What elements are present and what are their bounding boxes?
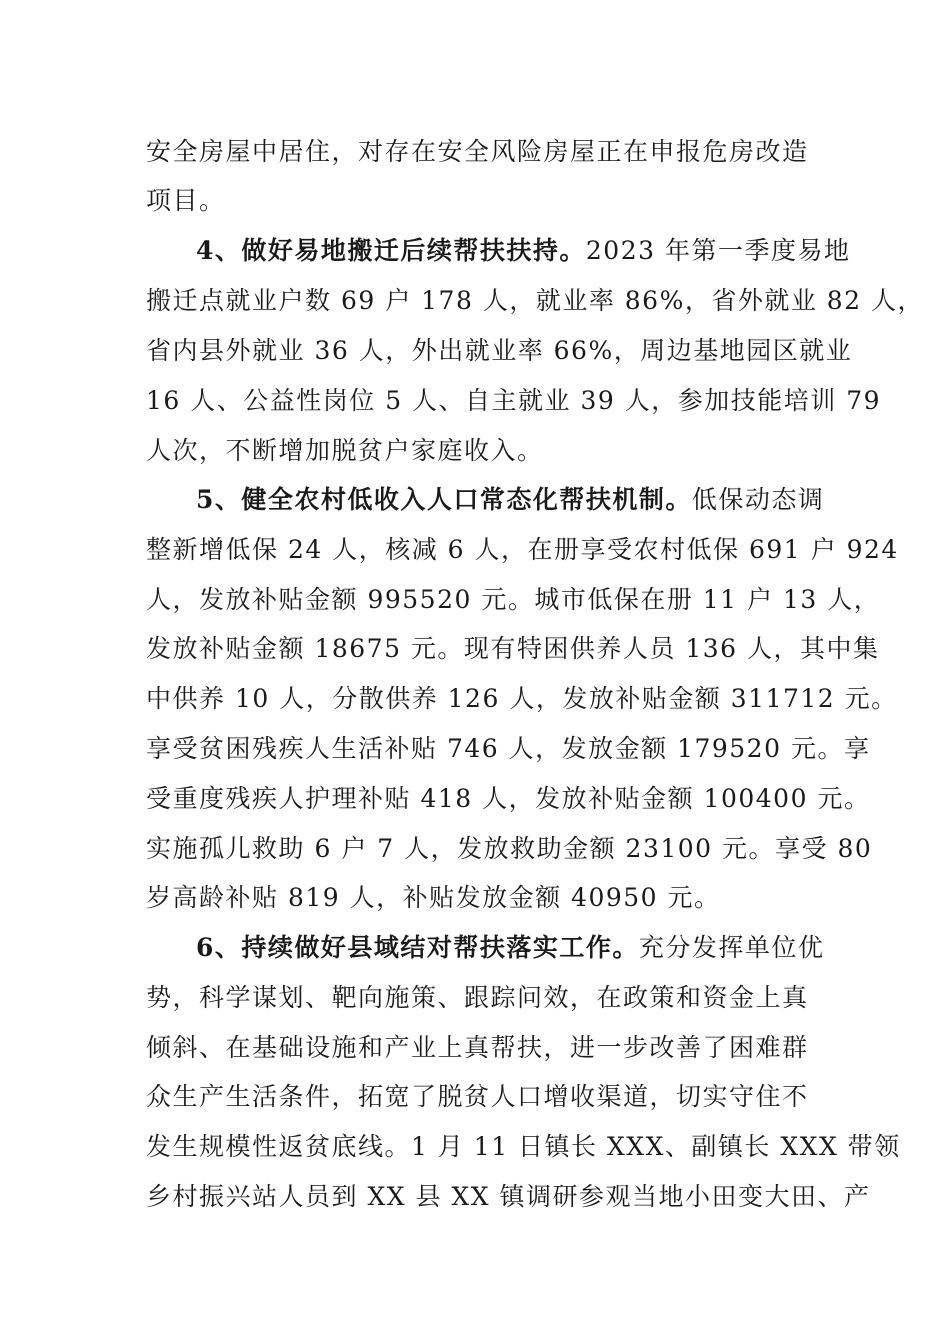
line-text: 倾斜、在基础设施和产业上真帮扶，进一步改善了困难群	[146, 1033, 809, 1062]
line-text: 低保动态调	[691, 485, 825, 514]
line-text: 安全房屋中居住，对存在安全风险房屋正在申报危房改造	[146, 137, 809, 166]
section-heading-6: 6、持续做好县域结对帮扶落实工作。	[196, 933, 639, 962]
text-line	[146, 336, 852, 366]
line-text: 人次，不断增加脱贫户家庭收入。	[146, 436, 544, 465]
line-text: 享受贫困残疾人生活补贴 746 人，发放金额 179520 元。享	[146, 734, 871, 763]
line-text: 实施孤儿救助 6 户 7 人，发放救助金额 23100 元。享受 80	[146, 834, 873, 863]
text-line	[146, 983, 809, 1013]
section-heading-line	[196, 485, 824, 515]
text-line	[146, 535, 899, 565]
text-line	[146, 734, 870, 764]
section-heading-line	[196, 933, 824, 963]
section-heading-4: 4、做好易地搬迁后续帮扶扶持。	[196, 236, 586, 265]
line-text: 16 人、公益性岗位 5 人、自主就业 39 人，参加技能培训 79	[146, 386, 882, 415]
line-text: 搬迁点就业户数 69 户 178 人，就业率 86%，省外就业 82 人，	[146, 286, 925, 315]
text-line	[146, 186, 226, 216]
text-line	[146, 684, 898, 714]
line-text: 中供养 10 人，分散供养 126 人，发放补贴金额 311712 元。	[146, 684, 898, 713]
text-line	[146, 1182, 870, 1212]
text-line	[146, 1132, 901, 1162]
text-line	[146, 1033, 809, 1063]
text-line	[146, 286, 924, 316]
line-text: 充分发挥单位优	[638, 933, 825, 962]
text-line	[146, 883, 721, 913]
text-line	[146, 137, 809, 167]
line-text: 岁高龄补贴 819 人，补贴发放金额 40950 元。	[146, 883, 721, 912]
text-line	[146, 585, 880, 615]
text-line	[146, 784, 870, 814]
line-text: 发生规模性返贫底线。1 月 11 日镇长 XXX、副镇长 XXX 带领	[146, 1132, 901, 1161]
line-text: 势，科学谋划、靶向施策、跟踪问效，在政策和资金上真	[146, 983, 809, 1012]
section-heading-line	[196, 236, 850, 266]
line-text: 发放补贴金额 18675 元。现有特困供养人员 136 人，其中集	[146, 634, 880, 663]
line-text: 人，发放补贴金额 995520 元。城市低保在册 11 户 13 人，	[146, 585, 881, 614]
line-text: 受重度残疾人护理补贴 418 人，发放补贴金额 100400 元。	[146, 784, 871, 813]
line-text: 项目。	[146, 186, 226, 215]
text-line	[146, 834, 872, 864]
line-text: 整新增低保 24 人，核减 6 人，在册享受农村低保 691 户 924	[146, 535, 899, 564]
line-text: 乡村振兴站人员到 XX 县 XX 镇调研参观当地小田变大田、产	[146, 1182, 871, 1211]
text-line	[146, 634, 880, 664]
line-text: 省内县外就业 36 人，外出就业率 66%，周边基地园区就业	[146, 336, 853, 365]
text-line	[146, 386, 881, 416]
text-line	[146, 436, 544, 466]
section-heading-5: 5、健全农村低收入人口常态化帮扶机制。	[196, 485, 692, 514]
line-text: 2023 年第一季度易地	[585, 236, 851, 265]
text-line	[146, 1082, 809, 1112]
line-text: 众生产生活条件，拓宽了脱贫人口增收渠道，切实守住不	[146, 1082, 809, 1111]
